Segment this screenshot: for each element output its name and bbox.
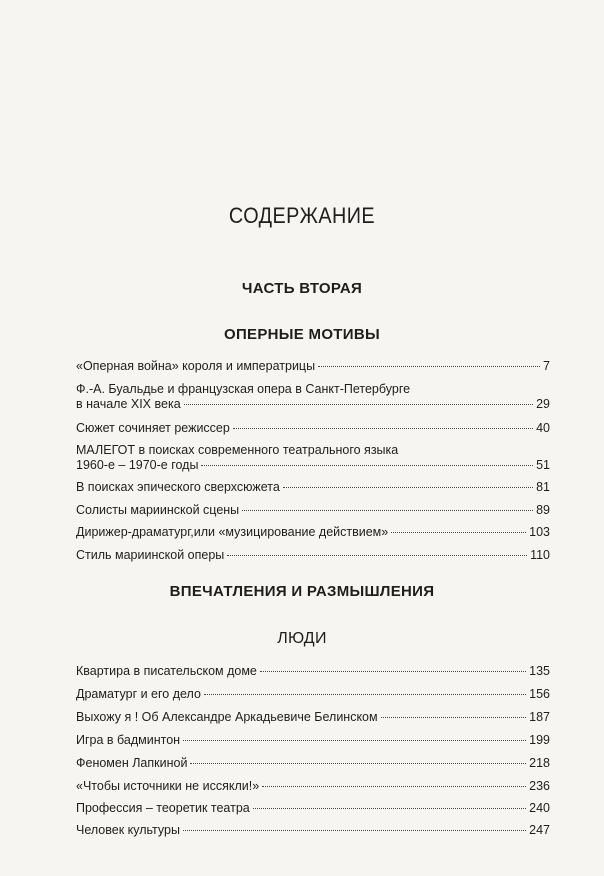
- toc-entry-page: 199: [529, 733, 550, 747]
- toc-entry-page: 29: [536, 397, 550, 411]
- toc-entry[interactable]: [76, 525, 550, 540]
- toc-entry-page: 103: [529, 525, 550, 539]
- leader-dots: [227, 555, 527, 556]
- toc-entry[interactable]: [76, 548, 550, 563]
- toc-entry[interactable]: [76, 443, 550, 473]
- leader-dots: [190, 763, 526, 764]
- part-heading: ЧАСТЬ ВТОРАЯ: [241, 280, 363, 297]
- toc-entry-page: 81: [536, 480, 550, 494]
- subsection-heading-people: ЛЮДИ: [277, 630, 327, 647]
- toc-entry-page: 51: [536, 458, 550, 472]
- toc-entry-title: Солисты мариинской сцены: [76, 503, 240, 517]
- toc-entry-page: 218: [529, 756, 550, 770]
- leader-dots: [391, 532, 526, 533]
- toc-entry[interactable]: [76, 664, 550, 679]
- toc-entry-title: В поисках эпического сверхсюжета: [76, 480, 280, 494]
- leader-dots: [283, 487, 533, 488]
- toc-entry[interactable]: [76, 359, 550, 374]
- leader-dots: [253, 808, 526, 809]
- toc-entry-title: Ф.-А. Буальдье и французская опера в Санкт-Петербурге: [76, 382, 411, 396]
- section-heading-impressions: ВПЕЧАТЛЕНИЯ И РАЗМЫШЛЕНИЯ: [169, 583, 435, 600]
- toc-entry[interactable]: [76, 756, 550, 771]
- toc-entry-title: Драматург и его дело: [76, 687, 201, 701]
- page-title: СОДЕРЖАНИЕ: [228, 203, 376, 228]
- toc-entry-title: Дирижер-драматург,или «музицирование действием»: [76, 525, 389, 539]
- toc-entry-title: «Оперная война» короля и императрицы: [76, 359, 316, 373]
- toc-entry-page: 156: [529, 687, 550, 701]
- toc-entry[interactable]: [76, 779, 550, 794]
- toc-entry-title-cont: в начале XIX века: [76, 397, 181, 411]
- toc-entry-page: 187: [529, 710, 550, 724]
- leader-dots: [183, 830, 526, 831]
- toc-entry[interactable]: [76, 480, 550, 495]
- toc-entry[interactable]: [76, 382, 550, 412]
- toc-entry-title: Квартира в писательском доме: [76, 664, 257, 678]
- toc-entry[interactable]: [76, 801, 550, 816]
- leader-dots: [204, 694, 526, 695]
- toc-entry[interactable]: [76, 503, 550, 518]
- toc-entry-title: Профессия – теоретик театра: [76, 801, 250, 815]
- toc-entry-title: Игра в бадминтон: [76, 733, 181, 747]
- toc-entry-title-cont: 1960-е – 1970-е годы: [76, 458, 199, 472]
- toc-entry-page: 89: [536, 503, 550, 517]
- toc-entry[interactable]: [76, 687, 550, 702]
- toc-entry-page: 40: [536, 421, 550, 435]
- section-heading-opera: ОПЕРНЫЕ МОТИВЫ: [224, 326, 380, 343]
- toc-entry-title: МАЛЕГОТ в поисках современного театрального языка: [76, 443, 399, 457]
- toc-entry[interactable]: [76, 710, 550, 725]
- toc-entry-title: Человек культуры: [76, 823, 180, 837]
- toc-entry-title: Стиль мариинской оперы: [76, 548, 225, 562]
- leader-dots: [381, 717, 527, 718]
- toc-entry-title: Феномен Лапкиной: [76, 756, 188, 770]
- toc-entry-title: Сюжет сочиняет режиссер: [76, 421, 230, 435]
- toc-entry-page: 110: [530, 548, 550, 562]
- toc-entry-page: 7: [543, 359, 550, 373]
- leader-dots: [201, 465, 533, 466]
- leader-dots: [184, 404, 533, 405]
- leader-dots: [183, 740, 526, 741]
- leader-dots: [318, 366, 540, 367]
- toc-entry-page: 240: [529, 801, 550, 815]
- toc-entry-title: «Чтобы источники не иссякли!»: [76, 779, 260, 793]
- leader-dots: [242, 510, 533, 511]
- toc-entry[interactable]: [76, 733, 550, 748]
- toc-entry-page: 135: [529, 664, 550, 678]
- leader-dots: [233, 428, 533, 429]
- toc-entry[interactable]: [76, 823, 550, 838]
- toc-entry-title: Выхожу я ! Об Александре Аркадьевиче Белинском: [76, 710, 378, 724]
- toc-entry-page: 247: [529, 823, 550, 837]
- leader-dots: [262, 786, 526, 787]
- toc-entry-page: 236: [529, 779, 550, 793]
- toc-entry[interactable]: [76, 421, 550, 436]
- leader-dots: [260, 671, 526, 672]
